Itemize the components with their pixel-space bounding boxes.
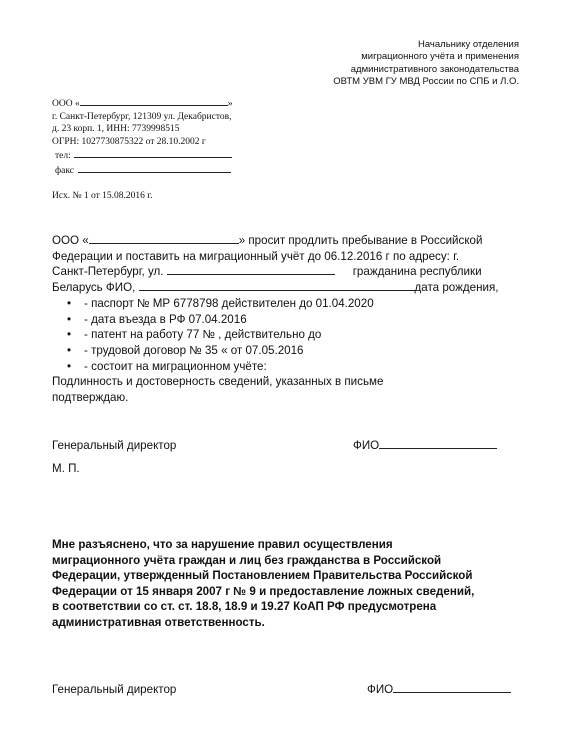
bullet-icon: • [67,296,72,310]
list-item [52,327,520,343]
outgoing-number: Исх. № 1 от 15.08.2016 г. [52,191,153,201]
notice-line: Федерации, утвержденный Постановлением Правительства Российской [52,569,473,583]
addressee-line: ОВТМ УВМ ГУ МВД России по СПБ и Л.О. [333,76,519,88]
birthdate-text: дата рождения, [414,281,499,295]
company-name-blank [80,96,228,106]
phone-label: тел: [55,151,71,162]
body-company-blank [89,234,239,244]
company-name-prefix: ООО « [52,99,80,109]
list-item [52,359,520,375]
citizen-text: гражданина республики [352,265,482,279]
company-fax-line [52,163,232,178]
list-item-text: - состоит на миграционном учёте: [84,359,267,373]
company-address-line: д. 23 корп. 1, ИНН: 7739998515 [52,124,180,135]
bullet-icon: • [67,312,72,326]
list-item-text: - паспорт № МР 6778798 действителен до 01.04.2020 [84,296,374,310]
addressee-line: административного законодательства [350,63,519,75]
body-line: Федерации и поставить на миграционный учёт до 06.12.2016 г по адресу: г. [52,249,460,263]
notice-line: Федерации от 15 января 2007 г № 9 и предоставление ложных сведений, [52,584,475,598]
bullet-icon: • [67,343,72,357]
body-request-text: » просит продлить пребывание в Российской [238,234,483,247]
fax-blank [78,163,231,173]
street-blank [167,265,335,275]
fio-signature-blank [393,683,511,693]
stamp-placeholder: М. П. [52,462,80,475]
notice-line: административная ответственность. [52,615,265,629]
closing-line: подтверждаю. [52,391,129,405]
street-prefix: Санкт-Петербург, ул. [52,265,167,279]
list-item-text: - трудовой договор № 35 « от 07.05.2016 [84,343,304,357]
fax-label: факс [55,165,74,176]
company-phone-line [52,148,232,163]
signatory-fio [367,683,511,696]
signatory-fio [353,439,497,452]
notice-line: в соответствии со ст. ст. 18.8, 18.9 и 19.27 КоАП РФ предусмотрена [52,600,437,614]
fio-prefix: Беларусь ФИО, [52,281,139,295]
fio-label: ФИО [353,439,380,452]
list-item [52,343,520,359]
list-item [52,312,520,328]
company-ogrn: ОГРН: 1027730875322 от 28.10.2002 г [52,136,206,147]
company-name-line [52,96,232,111]
phone-blank [74,148,232,158]
addressee-line: Начальнику отделения [417,39,519,50]
company-address-line: г. Санкт-Петербург, 121309 ул. Декабристов, [52,111,232,122]
addressee-line: миграционного учёта и применения [361,51,519,63]
list-item [52,296,520,312]
list-item-text: - патент на работу 77 № , действительно до [84,328,322,342]
company-block [52,96,232,178]
body-line [52,264,520,280]
addressee-block [333,39,519,89]
bullet-icon: • [67,359,72,373]
company-name-suffix: » [227,99,233,109]
notice-line: Мне разъяснено, что за нарушение правил осуществления [52,538,393,551]
fio-signature-blank [379,439,497,449]
liability-notice [52,537,522,631]
fio-label: ФИО [367,683,394,696]
fio-blank [139,281,415,291]
letter-body [52,233,520,406]
signatory-title: Генеральный директор [52,439,177,452]
notice-line: миграционного учёта граждан и лиц без гражданства в Российской [52,553,442,567]
list-item-text: - дата въезда в РФ 07.04.2016 [84,312,247,326]
closing-line: Подлинность и достоверность сведений, указанных в письме [52,375,384,389]
body-line [52,280,520,296]
body-company-prefix: ООО « [52,234,89,247]
details-list [52,296,520,375]
signatory-title: Генеральный директор [52,683,177,696]
body-line [52,233,520,249]
bullet-icon: • [67,328,72,342]
